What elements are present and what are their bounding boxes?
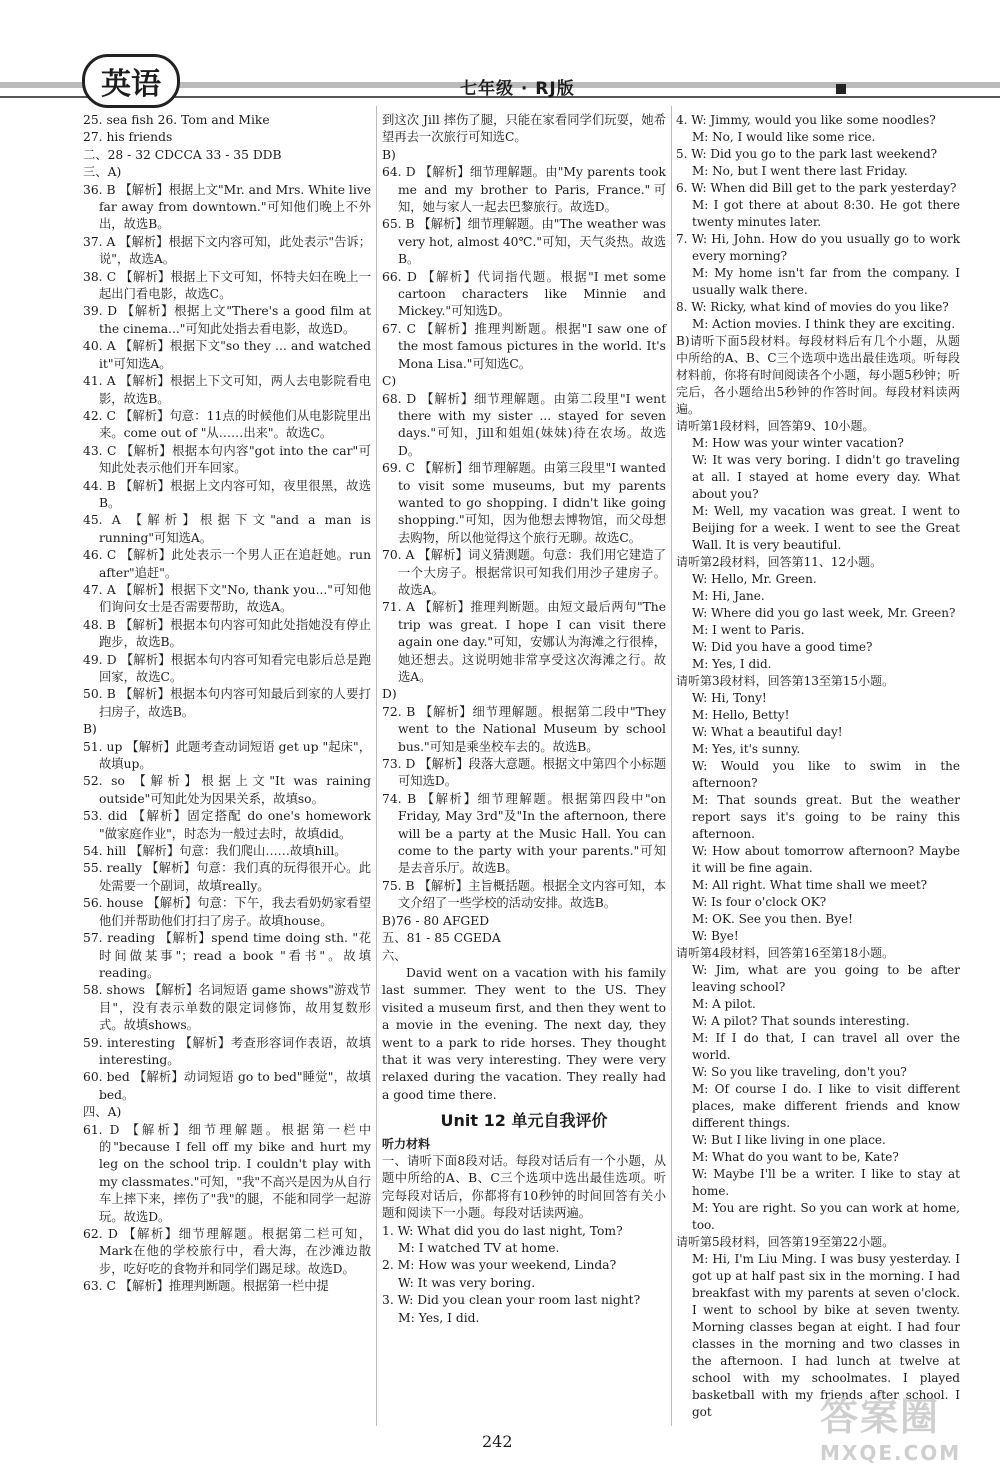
- answer-line: 49. D 【解析】根据本句内容可知看完电影后总是跑回家，故选C。: [83, 652, 371, 684]
- answer-line: 1. W: What did you do last night, Tom?: [382, 1223, 623, 1238]
- answer-line: 45. A 【解析】根据下文"and a man is running"可知选A。: [83, 513, 371, 545]
- answer-line: 4. W: Jimmy, would you like some noodles?: [676, 113, 936, 127]
- answer-column-2: [382, 112, 666, 1327]
- answer-line: 2. M: How was your weekend, Linda?: [382, 1258, 617, 1273]
- answer-line: M: Hi, Jane.: [692, 589, 765, 603]
- answer-line: M: Well, my vacation was great. I went to Beijing for a week. I went to see the Great Wall. It is very beautiful.: [692, 504, 960, 552]
- answer-column-3: [676, 112, 960, 1421]
- answer-line: W: Did you have a good time?: [692, 640, 873, 654]
- answer-line: W: Is four o'clock OK?: [692, 895, 827, 909]
- answer-line: 50. B 【解析】根据本句内容可知最后到家的人要打扫房子，故选B。: [83, 687, 371, 719]
- answer-line: M: My home isn't far from the company. I usually walk there.: [692, 266, 960, 297]
- answer-line: W: What a beautiful day!: [692, 725, 843, 739]
- answer-line: 72. B 【解析】细节理解题。根据第二段中"They went to the National Museum by school bus."可知是乘坐校车去的。故选B。: [382, 704, 666, 754]
- watermark-url: MXQE.COM: [820, 1441, 962, 1465]
- answer-line: M: Yes, it's sunny.: [692, 742, 801, 756]
- answer-line: 64. D 【解析】细节理解题。由"My parents took me and my brother to Paris, France."可知，她与家人一起去巴黎旅行。故选D。: [382, 165, 666, 215]
- answer-line: 37. A 【解析】根据下文内容可知，此处表示"告诉；说"，故选A。: [83, 234, 371, 267]
- answer-line: B)请听下面5段材料。每段材料后有几个小题，从题中所给的A、B、C三个选项中选出最佳选项。听每段材料前，你将有时间阅读各个小题，每小题5秒钟；听完后，各小题给出5秒钟的作答时间。每段材料读两遍。: [676, 334, 960, 416]
- answer-line: 六、: [382, 948, 407, 963]
- answer-line: 五、81 - 85 CGEDA: [382, 931, 501, 946]
- answer-line: M: What do you want to be, Kate?: [692, 1150, 899, 1164]
- answer-line: 59. interesting 【解析】考查形容词作表语，故填interesting。: [83, 1035, 371, 1067]
- answer-line: 56. house 【解析】句意：下午，我去看奶奶家看望他们并帮助他们打扫了房子。故填house。: [83, 896, 371, 928]
- grade-edition-label: 七年级 · RJ版: [460, 79, 575, 99]
- answer-line: 74. B 【解析】细节理解题。根据第四段中"on Friday, May 3rd"及"In the afternoon, there will be a party at the Music Hall. You can come to the party with your parents."可知是去音乐厅。故选B。: [382, 791, 666, 876]
- column-divider: [376, 106, 377, 1426]
- answer-line: 二、28 - 32 CDCCA 33 - 35 DDB: [83, 147, 282, 162]
- answer-line: 42. C 【解析】句意：11点的时候他们从电影院里出来。come out of "从……出来"。故选C。: [83, 408, 371, 441]
- answer-line: B): [382, 147, 396, 162]
- answer-line: M: How was your winter vacation?: [692, 436, 904, 450]
- column-divider: [671, 106, 672, 1426]
- subject-logo: 英语: [82, 54, 180, 108]
- answer-line: M: Yes, I did.: [398, 1310, 480, 1325]
- answer-line: M: I got there at about 8:30. He got there twenty minutes later.: [692, 198, 960, 229]
- answer-line: M: A pilot.: [692, 997, 756, 1011]
- answer-line: W: But I like living in one place.: [692, 1133, 886, 1147]
- answer-line: Unit 12 单元自我评价: [440, 1111, 608, 1131]
- answer-line: 62. D 【解析】细节理解题。根据第二栏可知，Mark在他的学校旅行中，看大海，在沙滩边散步，吃好吃的食物并和同学们踢足球。故选D。: [83, 1227, 371, 1276]
- answer-line: W: How about tomorrow afternoon? Maybe it will be fine again.: [692, 844, 960, 875]
- answer-line: 58. shows 【解析】名词短语 game shows"游戏节目"，没有表示单数的限定词修饰，故用复数形式。故填shows。: [83, 983, 371, 1033]
- answer-line: 52. so 【解析】根据上文"It was raining outside"可知此处为因果关系，故填so。: [83, 774, 371, 806]
- page-number: 242: [482, 1432, 513, 1451]
- answer-line: W: Maybe I'll be a writer. I like to stay at home.: [692, 1167, 960, 1198]
- answer-line: 请听第5段材料，回答第19至第22小题。: [676, 1235, 895, 1249]
- answer-line: 四、A): [83, 1105, 122, 1120]
- answer-line: 39. D 【解析】根据上文"There's a good film at the cinema..."可知此处指去看电影，故选D。: [83, 304, 371, 336]
- answer-line: D): [382, 687, 397, 702]
- answer-line: M: Action movies. I think they are exciting.: [692, 317, 956, 331]
- answer-line: 63. C 【解析】推理判断题。根据第一栏中提: [83, 1279, 329, 1294]
- answer-line: 53. did 【解析】固定搭配 do one's homework "做家庭作业"，时态为一般过去时，故填did。: [83, 809, 371, 841]
- page-header: [0, 0, 1000, 110]
- answer-line: David went on a vacation with his family last summer. They went to the US. They visited a museum first, and then they went to a movie in the evening. The next day, they went to a park to ride horses. They thought that it was very interesting. They were very relaxed during the vacation. They really had a good time there.: [382, 965, 666, 1102]
- answer-line: M: No, I would like some rice.: [692, 130, 876, 144]
- answer-line: 40. A 【解析】根据下文"so they ... and watched it"可知选A。: [83, 339, 371, 371]
- answer-line: 67. C 【解析】推理判断题。根据"I saw one of the most famous pictures in the world. It's Mona Lisa."可知选C。: [382, 321, 666, 371]
- answer-line: W: Bye!: [692, 929, 739, 943]
- answer-line: 27. his friends: [83, 130, 173, 145]
- answer-line: 38. C 【解析】根据上下文可知，怀特夫妇在晚上一起出门看电影，故选C。: [83, 269, 371, 302]
- answer-line: W: It was very boring.: [398, 1275, 536, 1290]
- answer-line: M: Hi, I'm Liu Ming. I was busy yesterday. I got up at half past six in the morning. I had breakfast with my parents at seven o'clock. I went to school by bike at seven twenty. Morning classes began at eight. I had four classes in the morning and two classes in the afternoon. I had lunch at twelve at school with my schoolmates. I played basketball with my friends after school. I got: [692, 1252, 960, 1419]
- answer-line: W: A pilot? That sounds interesting.: [692, 1014, 910, 1028]
- answer-line: 48. B 【解析】根据本句内容可知此处指她没有停止跑步，故选B。: [83, 617, 371, 650]
- answer-line: W: Would you like to swim in the afternoon?: [692, 759, 960, 790]
- answer-line: 43. C 【解析】根据本句内容"got into the car"可知此处表示他们开车回家。: [83, 443, 371, 476]
- answer-line: W: It was very boring. I didn't go traveling at all. I stayed at home every day. What about you?: [692, 453, 960, 501]
- answer-line: W: So you like traveling, don't you?: [692, 1065, 907, 1079]
- answer-line: 请听第1段材料，回答第9、10小题。: [676, 419, 875, 433]
- answer-line: 7. W: Hi, John. How do you usually go to work every morning?: [676, 232, 960, 263]
- watermark-logo-text: 答案圈: [820, 1395, 941, 1439]
- answer-line: M: I went to Paris.: [692, 623, 805, 637]
- answer-line: 41. A 【解析】根据上下文可知，两人去电影院看电影，故选B。: [83, 374, 371, 406]
- answer-line: 61. D 【解析】细节理解题。根据第一栏中的"because I fell off my bike and hurt my leg on the school trip. I couldn't play with my classmates."可知，"我"不高兴是因为从自行车上摔下来，摔伤了"我"的腿，不能和同学一起游玩。故选D。: [83, 1122, 371, 1224]
- answer-line: M: All right. What time shall we meet?: [692, 878, 928, 892]
- answer-line: 请听第4段材料，回答第16至第18小题。: [676, 946, 895, 960]
- watermark: [820, 1386, 990, 1465]
- answer-line: 一、请听下面8段对话。每段对话后有一个小题，从题中所给的A、B、C三个选项中选出最佳选项。听完每段对话后，你都将有10秒钟的时间回答有关小题和阅读下一小题。每段对话读两遍。: [382, 1153, 666, 1221]
- answer-line: 75. B 【解析】主旨概括题。根据全文内容可知，本文介绍了一些学校的活动安排。故选B。: [382, 878, 666, 911]
- answer-line: M: Hello, Betty!: [692, 708, 790, 722]
- answer-line: W: Where did you go last week, Mr. Green?: [692, 606, 956, 620]
- answer-line: M: Of course I do. I like to visit different places, make different friends and know different things.: [692, 1082, 960, 1130]
- answer-line: 请听第3段材料，回答第13至第15小题。: [676, 674, 895, 688]
- answer-line: W: Hi, Tony!: [692, 691, 767, 705]
- answer-line: M: That sounds great. But the weather report says it's going to be rainy this afternoon.: [692, 793, 960, 841]
- answer-line: M: If I do that, I can travel all over the world.: [692, 1031, 960, 1062]
- answer-line: 8. W: Ricky, what kind of movies do you like?: [676, 300, 949, 314]
- answer-line: 54. hill 【解析】句意：我们爬山……故填hill。: [83, 844, 347, 859]
- answer-line: 65. B 【解析】细节理解题。由"The weather was very hot, almost 40℃."可知，天气炎热。故选B。: [382, 217, 666, 267]
- answer-line: 46. C 【解析】此处表示一个男人正在追赶她。run after"追赶"。: [83, 548, 371, 580]
- answer-line: M: No, but I went there last Friday.: [692, 164, 908, 178]
- answer-line: W: Jim, what are you going to be after leaving school?: [692, 963, 960, 994]
- answer-line: C): [382, 374, 397, 389]
- answer-line: B): [83, 722, 97, 737]
- answer-column-1: [83, 112, 371, 1296]
- answer-line: 51. up 【解析】此题考查动词短语 get up "起床"，故填up。: [83, 739, 371, 772]
- answer-line: W: Hello, Mr. Green.: [692, 572, 817, 586]
- answer-line: 到这次 Jill 摔伤了腿，只能在家看同学们玩耍，她希望再去一次旅行可知选C。: [382, 113, 666, 145]
- answer-line: 47. A 【解析】根据下文"No, thank you..."可知他们询问女士是否需要帮助，故选A。: [83, 582, 371, 615]
- answer-line: M: I watched TV at home.: [398, 1241, 560, 1255]
- answer-line: 69. C 【解析】细节理解题。由第三段里"I wanted to visit some museums, but my parents wanted to go shopping. I didn't like going shopping."可知，因为他想去博物馆，而父母想去购物，所以他觉得这个旅行无聊。故选C。: [382, 461, 666, 545]
- answer-line: 73. D 【解析】段落大意题。根据文中第四个小标题可知选D。: [382, 757, 666, 789]
- answer-line: 36. B 【解析】根据上文"Mr. and Mrs. White live far away from downtown."可知他们晚上不外出，故选B。: [83, 182, 371, 232]
- header-marker: [836, 84, 846, 94]
- answer-line: M: You are right. So you can work at home, too.: [692, 1201, 960, 1232]
- answer-line: 3. W: Did you clean your room last night?: [382, 1293, 641, 1308]
- answer-line: 44. B 【解析】根据上文内容可知，夜里很黑，故选B。: [83, 478, 371, 510]
- answer-line: 5. W: Did you go to the park last weekend?: [676, 147, 938, 161]
- answer-line: 57. reading 【解析】spend time doing sth. "花时间做某事"；read a book "看书"。故填reading。: [83, 931, 371, 980]
- answer-line: 三、A): [83, 165, 122, 180]
- answer-line: 25. sea fish 26. Tom and Mike: [83, 113, 270, 127]
- answer-line: 听力材料: [382, 1136, 431, 1151]
- answer-line: 60. bed 【解析】动词短语 go to bed"睡觉"，故填bed。: [83, 1070, 371, 1102]
- answer-line: 55. really 【解析】句意：我们真的玩得很开心。此处需要一个副词，故填really。: [83, 861, 371, 893]
- answer-line: 请听第2段材料，回答第11、12小题。: [676, 555, 883, 569]
- answer-line: 70. A 【解析】词义猜测题。句意：我们用它建造了一个大房子。根据常识可知我们用沙子建房子。故选A。: [382, 548, 666, 597]
- answer-line: 71. A 【解析】推理判断题。由短文最后两句"The trip was great. I hope I can visit there again one day."可知，安娜认为海滩之行很棒，她还想去。这说明她非常享受这次海滩之行。故选A。: [382, 600, 666, 684]
- answer-line: B)76 - 80 AFGED: [382, 913, 490, 928]
- answer-line: M: Yes, I did.: [692, 657, 772, 671]
- answer-line: 66. D 【解析】代词指代题。根据"I met some cartoon characters like Minnie and Mickey."可知选D。: [382, 269, 666, 319]
- answer-line: 6. W: When did Bill get to the park yesterday?: [676, 181, 957, 195]
- answer-line: M: OK. See you then. Bye!: [692, 912, 853, 926]
- answer-line: 68. D 【解析】细节理解题。由第二段里"I went there with my sister ... stayed for seven days."可知，Jill和姐姐(妹妹)待在农场。故选D。: [382, 391, 666, 458]
